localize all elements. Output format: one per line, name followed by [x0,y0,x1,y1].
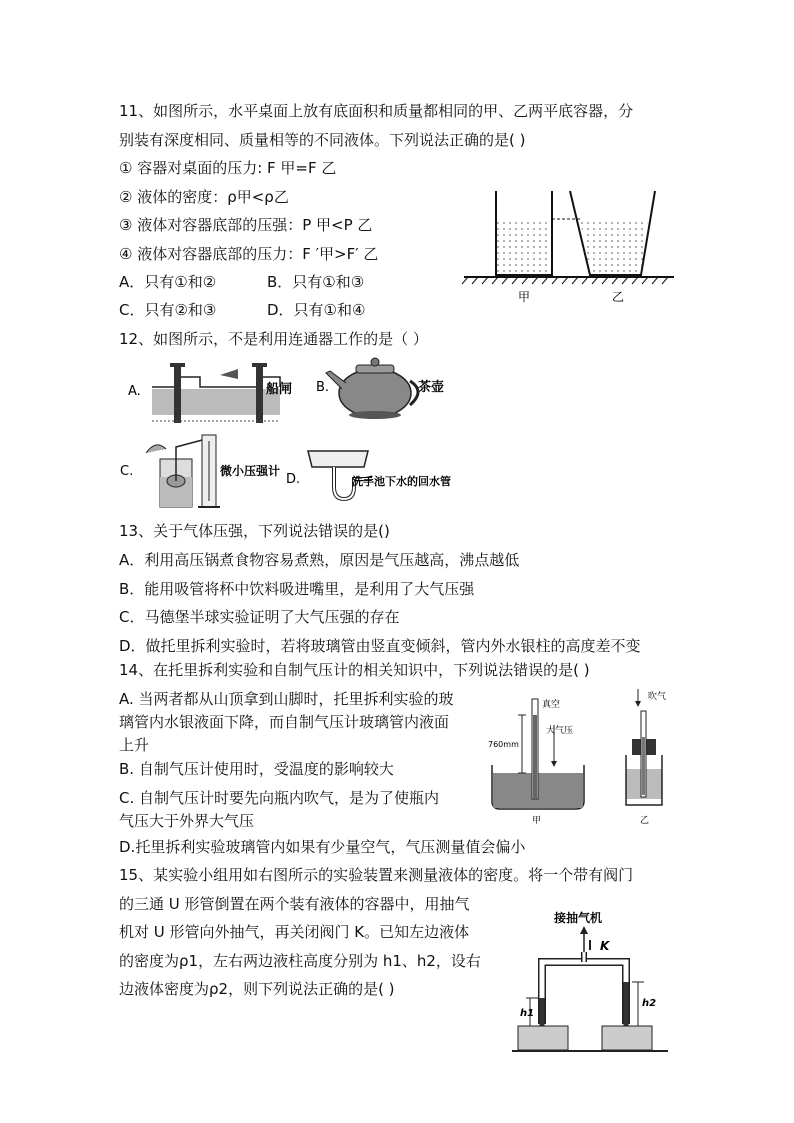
ship-lock-image [152,363,280,423]
q14-option-a-line1: A. 当两者都从山顶拿到山脚时，托里拆利实验的玻 [119,690,454,708]
q14-fig-atm: 大气压 [546,726,574,736]
q11-fig-label-left: 甲 [518,290,531,304]
q12-caption-d: 洗手池下水的回水管 [352,475,451,488]
q15-line3: 机对 U 形管向外抽气，再关闭阀门 K。已知左边液体 [119,923,470,941]
q11-stem-line2: 别装有深度相同、质量相等的不同液体。下列说法正确的是( ) [119,131,526,149]
q14-option-a-line3: 上升 [119,736,150,754]
q15-line5: 边液体密度为ρ2，则下列说法正确的是( ) [119,980,395,998]
q14-fig-label-left: 甲 [532,816,542,825]
q15-u-tube-figure [508,906,674,1056]
q12-label-d: D. [286,472,301,487]
q14-fig-label-right: 乙 [640,816,650,825]
q11-containers-figure [460,185,680,307]
q14-option-b: B. 自制气压计使用时，受温度的影响较大 [119,760,394,778]
q15-fig-h1: h1 [520,1008,535,1019]
q11-option-c: C．只有②和③ [119,301,217,319]
q15-line2: 的三通 U 形管倒置在两个装有液体的容器中，用抽气 [119,895,470,913]
q12-stem: 12、如图所示，不是利用连通器工作的是（ ） [119,330,428,348]
q14-fig-blow: 吹气 [648,692,667,702]
q14-option-a-line2: 璃管内水银液面下降，而自制气压计玻璃管内液面 [119,713,450,731]
q13-option-a: A．利用高压锅煮食物容易煮熟，原因是气压越高，沸点越低 [119,551,520,569]
q11-stem-line1: 11、如图所示，水平桌面上放有底面积和质量都相同的甲、乙两平底容器，分 [119,102,634,120]
q11-fig-label-right: 乙 [612,290,625,304]
q11-option-d: D．只有①和④ [267,301,366,319]
q14-option-d: D.托里拆利实验玻璃管内如果有少量空气，气压测量值会偏小 [119,838,526,856]
q15-fig-h2: h2 [642,998,657,1009]
q12-caption-b: 茶壶 [418,380,445,395]
q11-option-a: A．只有①和② [119,273,217,291]
q14-stem: 14、在托里拆利实验和自制气压计的相关知识中，下列说法错误的是( ) [119,661,590,679]
q14-option-c-line2: 气压大于外界大气压 [119,812,255,830]
q13-option-c: C．马德堡半球实验证明了大气压强的存在 [119,608,400,626]
q12-label-c: C. [120,464,134,479]
q11-statement-1: ① 容器对桌面的压力: F 甲=F 乙 [119,159,337,177]
q12-label-b: B. [316,380,330,395]
q12-label-a: A. [128,384,141,399]
q15-fig-k: K [600,939,610,953]
q15-line4: 的密度为ρ1，左右两边液柱高度分别为 h1、h2，设右 [119,952,481,970]
teapot-image [326,358,418,419]
u-tube-apparatus [512,926,668,1051]
q14-option-c-line1: C. 自制气压计时要先向瓶内吹气，是为了使瓶内 [119,789,440,807]
q15-fig-pump: 接抽气机 [554,911,603,925]
q12-caption-a: 船闸 [266,382,293,397]
q11-option-b: B．只有①和③ [267,273,365,291]
q12-figures [120,355,470,515]
q13-stem: 13、关于气体压强，下列说法错误的是() [119,522,390,540]
q14-figure [486,685,676,825]
q13-option-d: D．做托里拆利实验时，若将玻璃管由竖直变倾斜，管内外水银柱的高度差不变 [119,637,641,655]
q15-line1: 15、某实验小组用如右图所示的实验装置来测量液体的密度。将一个带有阀门 [119,866,634,884]
q14-fig-vacuum: 真空 [542,700,561,710]
q12-caption-c: 微小压强计 [220,464,281,478]
q13-option-b: B．能用吸管将杯中饮料吸进嘴里，是利用了大气压强 [119,580,475,598]
pressure-gauge-image [146,435,220,507]
q11-statement-4: ④ 液体对容器底部的压力：F ′甲>F′ 乙 [119,245,379,263]
torricelli-apparatus [492,699,584,809]
q11-statement-2: ② 液体的密度：ρ甲<ρ乙 [119,188,289,206]
q14-fig-760mm: 760mm [488,740,519,749]
homemade-barometer [626,689,662,805]
q11-statement-3: ③ 液体对容器底部的压强：P 甲<P 乙 [119,216,373,234]
